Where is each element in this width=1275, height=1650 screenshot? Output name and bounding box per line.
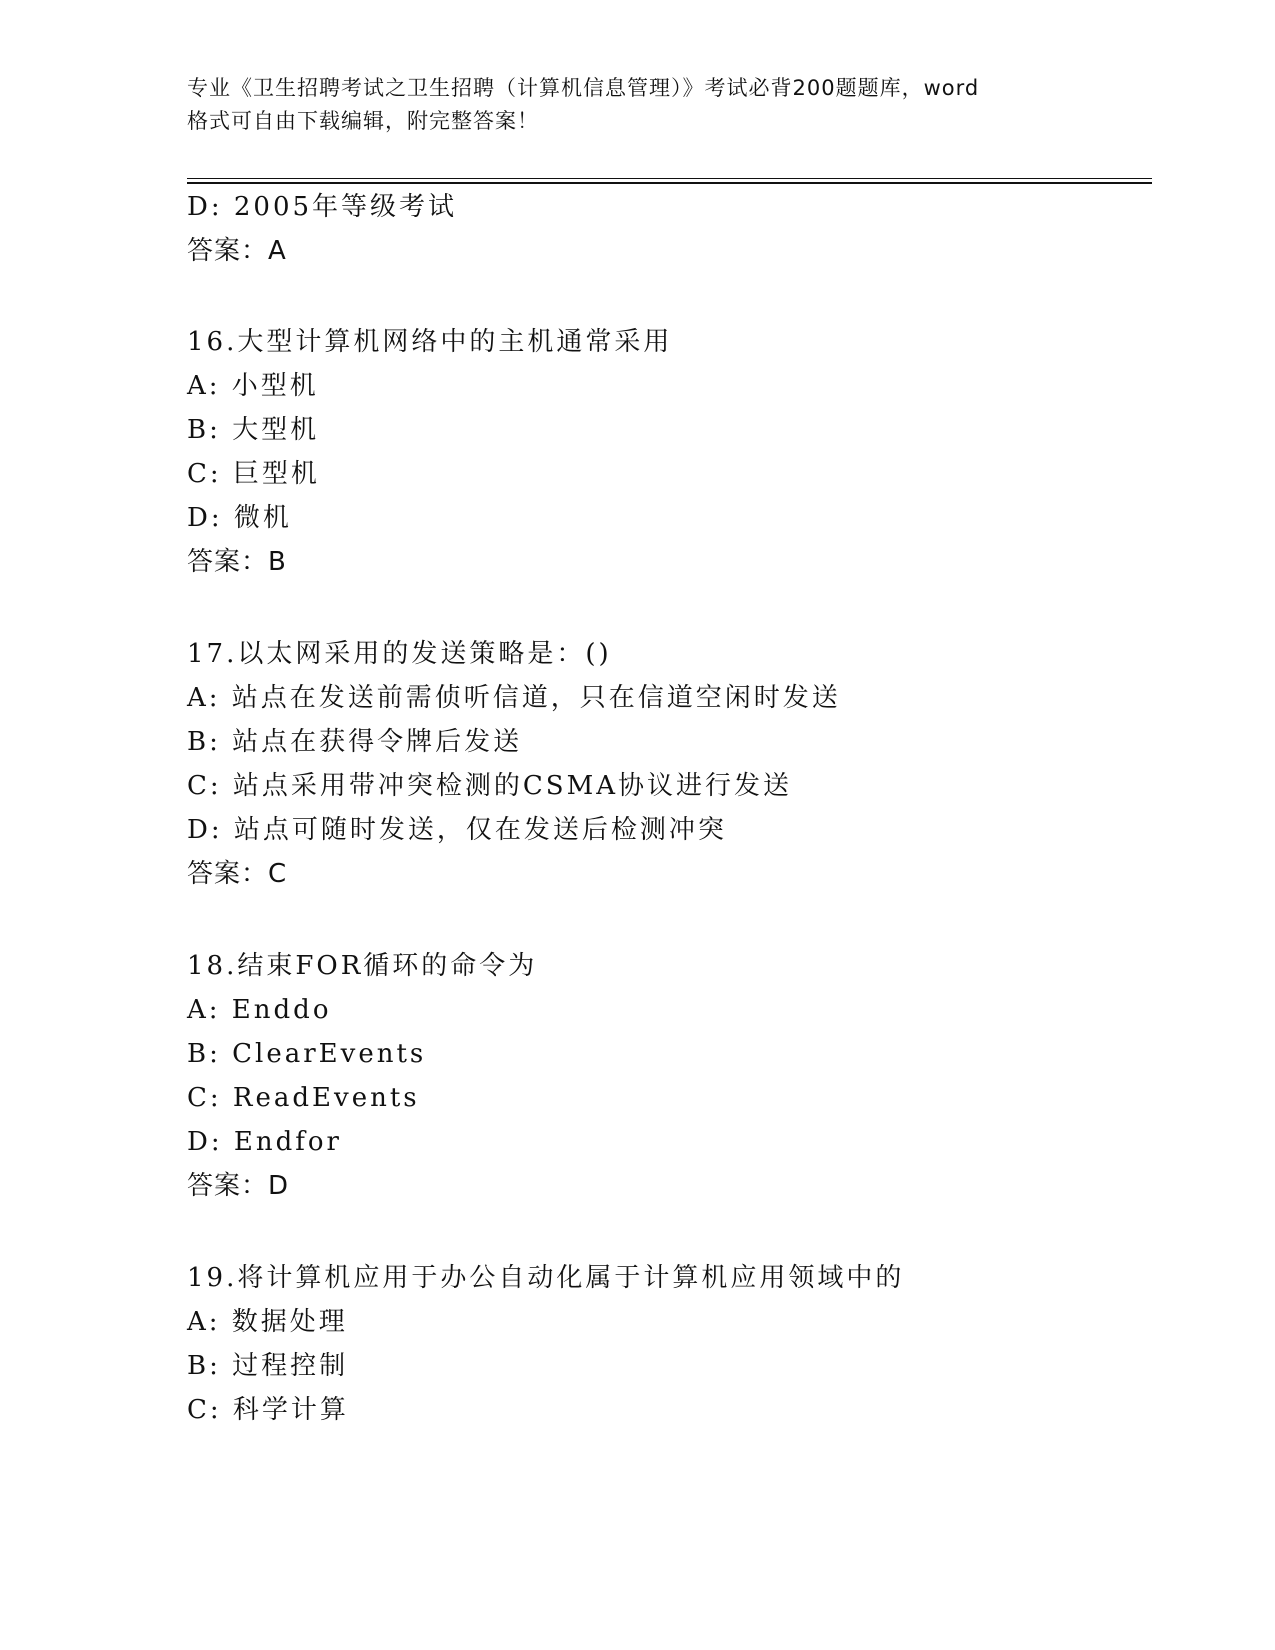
q16-option-d: D: 微机 <box>187 503 292 533</box>
q18-option-a: A: Enddo <box>187 995 332 1025</box>
q17-option-a: A: 站点在发送前需侦听信道，只在信道空闲时发送 <box>187 683 841 713</box>
q16-option-c: C: 巨型机 <box>187 459 320 489</box>
q19-option-c: C: 科学计算 <box>187 1395 349 1425</box>
q19-option-b: B: 过程控制 <box>187 1351 349 1381</box>
q18-option-c: C: ReadEvents <box>187 1083 420 1113</box>
q18-answer: 答案：D <box>187 1171 290 1201</box>
document-header <box>187 72 1087 138</box>
q16-option-a: A: 小型机 <box>187 371 319 401</box>
header-divider-thin <box>187 178 1152 179</box>
prev-answer: 答案：A <box>187 236 287 266</box>
q18-option-d: D: Endfor <box>187 1127 342 1157</box>
q19-question: 19.将计算机应用于办公自动化属于计算机应用领域中的 <box>187 1263 905 1293</box>
q16-answer: 答案：B <box>187 547 287 577</box>
q16-option-b: B: 大型机 <box>187 415 320 445</box>
q17-option-d: D: 站点可随时发送，仅在发送后检测冲突 <box>187 815 727 845</box>
q16-question: 16.大型计算机网络中的主机通常采用 <box>187 327 673 357</box>
q18-option-b: B: ClearEvents <box>187 1039 427 1069</box>
q17-option-c: C: 站点采用带冲突检测的CSMA协议进行发送 <box>187 771 793 801</box>
q18-question: 18.结束FOR循环的命令为 <box>187 951 538 981</box>
prev-option-d: D: 2005年等级考试 <box>187 192 458 222</box>
q17-answer: 答案：C <box>187 859 288 889</box>
q19-option-a: A: 数据处理 <box>187 1307 348 1337</box>
q17-option-b: B: 站点在获得令牌后发送 <box>187 727 523 757</box>
q17-question: 17.以太网采用的发送策略是：() <box>187 639 612 669</box>
header-line-1: 专业《卫生招聘考试之卫生招聘（计算机信息管理）》考试必背200题题库，word <box>187 76 980 100</box>
header-line-2: 格式可自由下载编辑，附完整答案！ <box>187 109 539 133</box>
header-divider-thick <box>187 182 1152 184</box>
